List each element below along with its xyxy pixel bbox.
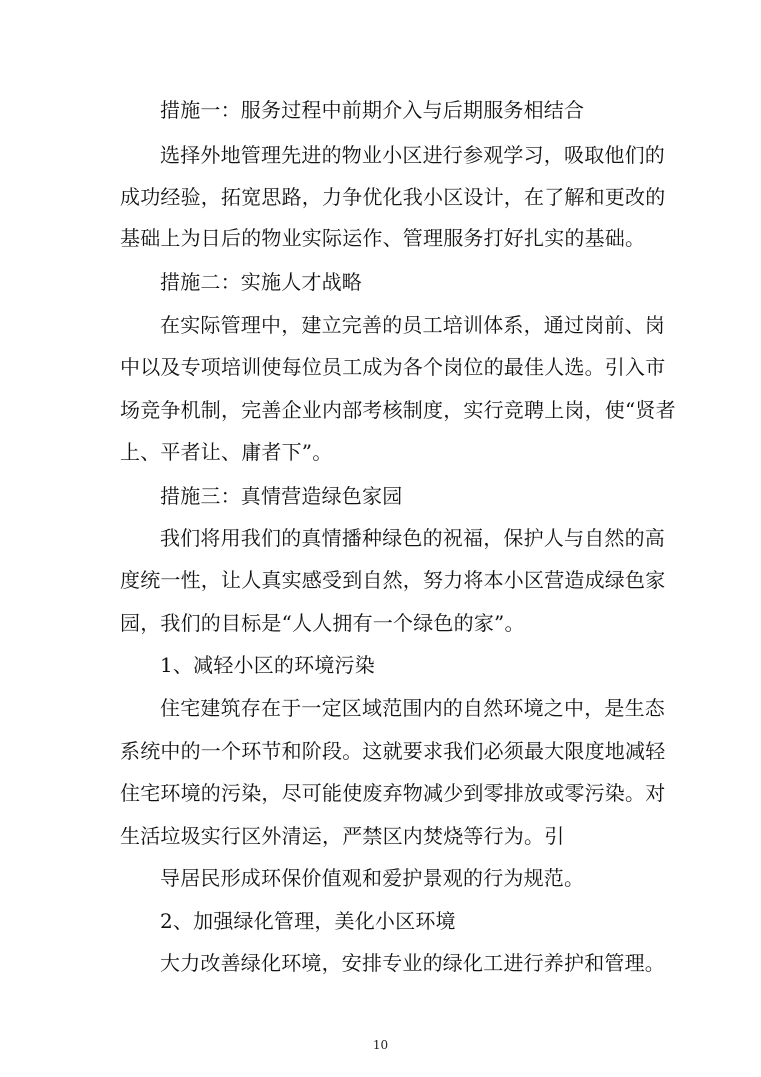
heading-measure-one: 措施一：服务过程中前期介入与后期服务相结合: [160, 98, 585, 122]
paragraph-line: 选择外地管理先进的物业小区进行参观学习，吸取他们的: [160, 143, 665, 167]
paragraph-line: 度统一性，让人真实感受到自然，努力将本小区营造成绿色家: [120, 568, 666, 592]
paragraph-line: 生活垃圾实行区外清运，严禁区内焚烧等行为。引: [120, 824, 565, 848]
subheading-reduce-pollution: 1、减轻小区的环境污染: [160, 653, 375, 677]
paragraph-line: 基础上为日后的物业实际运作、管理服务打好扎实的基础。: [120, 226, 646, 250]
heading-measure-three: 措施三：真情营造绿色家园: [160, 484, 403, 508]
paragraph-line: 成功经验，拓宽思路，力争优化我小区设计，在了解和更改的: [120, 185, 666, 209]
paragraph-line: 住宅建筑存在于一定区域范围内的自然环境之中，是生态: [160, 696, 665, 720]
page-number: 10: [372, 1038, 389, 1052]
paragraph-line: 在实际管理中，建立完善的员工培训体系，通过岗前、岗: [160, 313, 665, 337]
paragraph-line: 导居民形成环保价值观和爱护景观的行为规范。: [160, 866, 585, 890]
heading-measure-two: 措施二：实施人才战略: [160, 270, 362, 294]
paragraph-line: 系统中的一个环节和阶段。这就要求我们必须最大限度地减轻: [120, 739, 666, 763]
paragraph-line: 大力改善绿化环境，安排专业的绿化工进行养护和管理。: [160, 951, 665, 975]
paragraph-line: 场竞争机制，完善企业内部考核制度，实行竞聘上岗，使“贤者: [120, 398, 676, 422]
subheading-greening-management: 2、加强绿化管理，美化小区环境: [160, 909, 456, 933]
paragraph-line: 我们将用我们的真情播种绿色的祝福，保护人与自然的高: [160, 526, 665, 550]
paragraph-line: 中以及专项培训使每位员工成为各个岗位的最佳人选。引入市: [120, 355, 666, 379]
paragraph-line: 住宅环境的污染，尽可能使废弃物减少到零排放或零污染。对: [120, 781, 666, 805]
paragraph-line: 上、平者让、庸者下”。: [120, 440, 333, 464]
paragraph-line: 园，我们的目标是“人人拥有一个绿色的家”。: [120, 611, 525, 635]
